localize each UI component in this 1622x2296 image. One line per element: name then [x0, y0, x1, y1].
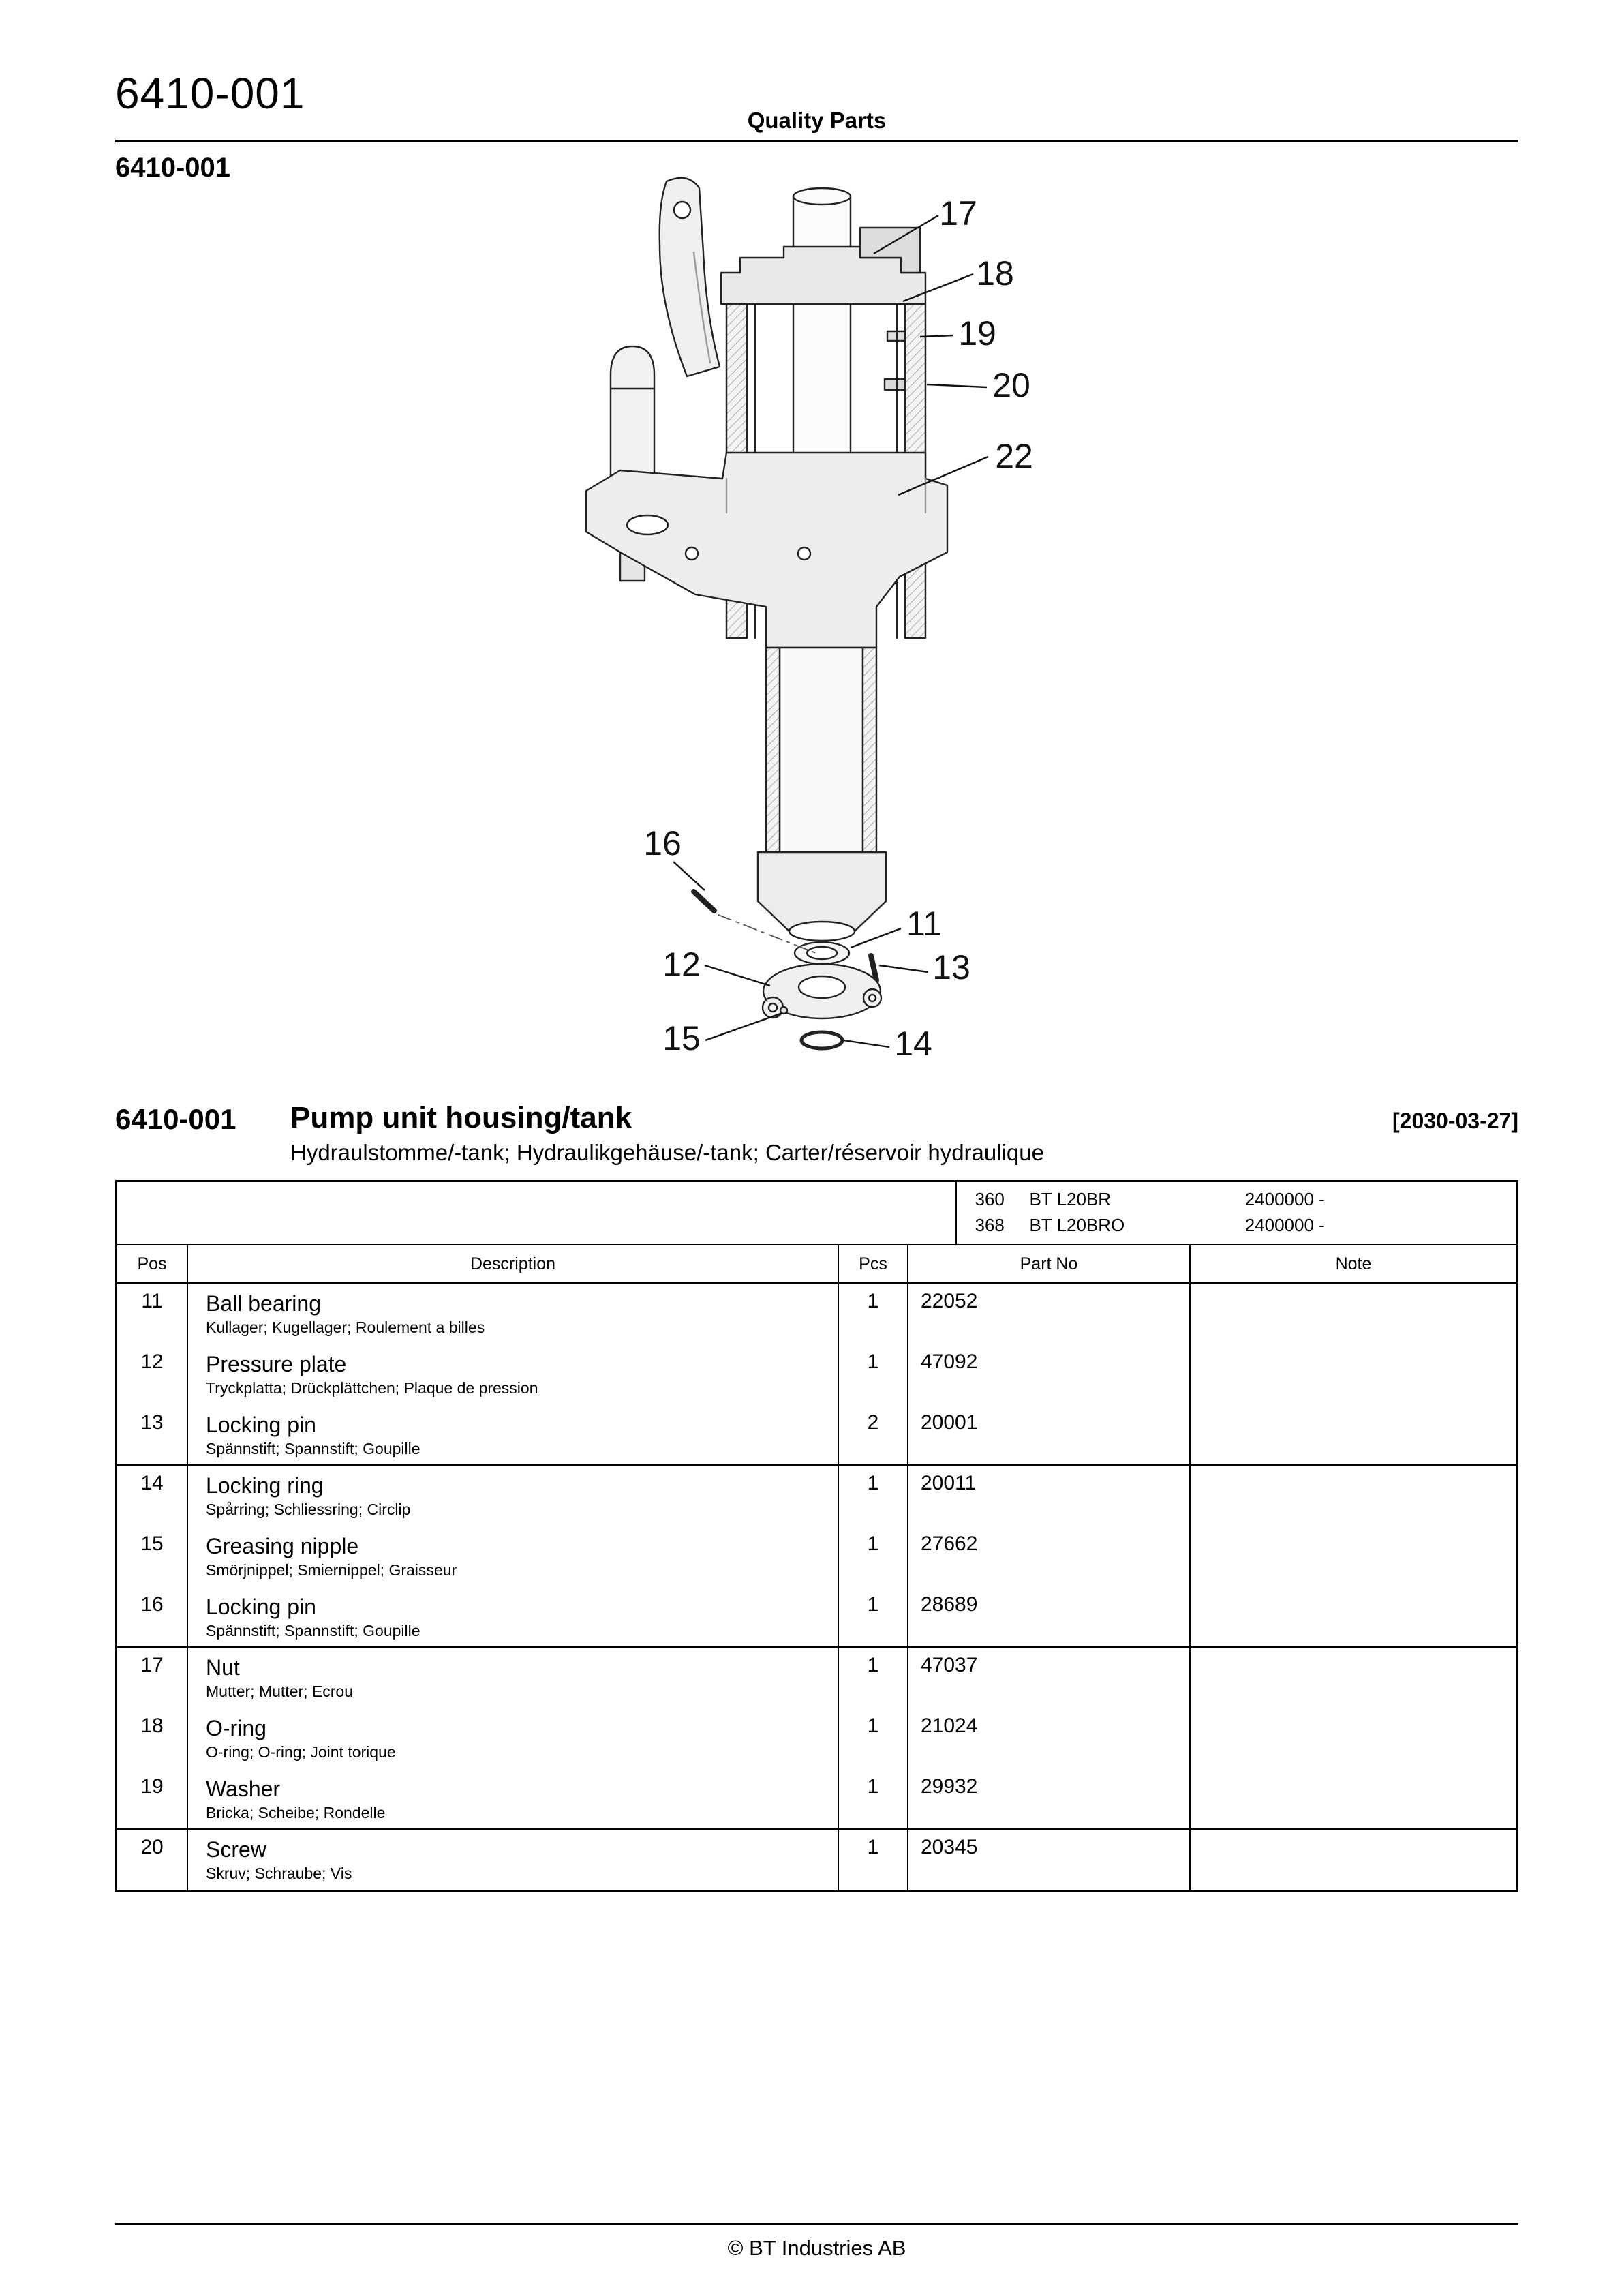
callout-16: 16 — [643, 824, 682, 862]
table-row — [117, 1466, 1516, 1526]
callout-11: 11 — [906, 905, 942, 943]
part-number: 28689 — [907, 1587, 1189, 1646]
housing-body — [586, 453, 947, 648]
part-description: O-ring — [206, 1716, 266, 1740]
header-pos: Pos — [137, 1254, 167, 1273]
part-pcs: 2 — [838, 1405, 907, 1464]
section-number: 6410-001 — [115, 1103, 236, 1135]
part-note — [1189, 1708, 1516, 1769]
table-row — [117, 1284, 1516, 1344]
part-description: Greasing nipple — [206, 1534, 359, 1558]
part-number: 29932 — [907, 1769, 1189, 1828]
part-pos: 17 — [140, 1654, 164, 1676]
part-translations: Bricka; Scheibe; Rondelle — [206, 1804, 386, 1822]
part-description: Locking pin — [206, 1595, 316, 1619]
ball-bearing-part — [795, 942, 849, 964]
models-box — [117, 1182, 1516, 1245]
bottom-housing — [758, 852, 886, 941]
lower-tube — [766, 648, 876, 852]
part-description: Washer — [206, 1777, 281, 1801]
part-description: Screw — [206, 1837, 266, 1862]
table-header-row — [117, 1245, 1516, 1284]
part-translations: Tryckplatta; Drückplättchen; Plaque de pression — [206, 1379, 538, 1397]
part-note — [1189, 1648, 1516, 1708]
section-title: Pump unit housing/tank — [290, 1101, 632, 1134]
header-note: Note — [1189, 1245, 1516, 1282]
header-title: Quality Parts — [747, 108, 887, 133]
part-description: Ball bearing — [206, 1291, 321, 1316]
locking-pin16-part — [694, 892, 714, 911]
part-number: 20011 — [907, 1466, 1189, 1526]
model-code: 360 — [975, 1189, 1005, 1209]
part-note — [1189, 1769, 1516, 1828]
part-pos: 12 — [140, 1350, 164, 1373]
part-pcs: 1 — [838, 1284, 907, 1344]
part-pcs: 1 — [838, 1466, 907, 1526]
part-pos: 18 — [140, 1715, 164, 1737]
drawing-parts — [586, 178, 947, 1048]
model-row — [117, 1215, 1516, 1238]
part-description: Nut — [206, 1655, 240, 1680]
part-note — [1189, 1284, 1516, 1344]
part-pcs: 1 — [838, 1708, 907, 1769]
table-row — [117, 1769, 1516, 1830]
table-row — [117, 1830, 1516, 1890]
part-translations: Spännstift; Spannstift; Goupille — [206, 1440, 420, 1457]
table-row — [117, 1526, 1516, 1587]
part-pos: 14 — [140, 1472, 164, 1494]
part-number: 20001 — [907, 1405, 1189, 1464]
footer-rule — [115, 2223, 1518, 2225]
pump-unit-drawing — [579, 170, 1124, 1084]
part-pos: 20 — [140, 1836, 164, 1858]
part-description: Locking ring — [206, 1473, 324, 1498]
part-description-cell — [187, 1769, 838, 1828]
part-translations: Mutter; Mutter; Ecrou — [206, 1682, 354, 1700]
pressure-plate-part — [763, 964, 881, 1018]
part-translations: O-ring; O-ring; Joint torique — [206, 1743, 396, 1761]
callout-15: 15 — [662, 1019, 701, 1057]
table-row — [117, 1648, 1516, 1708]
part-pos: 13 — [140, 1411, 164, 1434]
part-number: 47092 — [907, 1344, 1189, 1405]
section-subtitle: Hydraulstomme/-tank; Hydraulikgehäuse/-tank; Carter/réservoir hydraulique — [290, 1140, 1044, 1165]
part-description-cell — [187, 1526, 838, 1587]
callout-20: 20 — [992, 366, 1030, 404]
model-row — [117, 1189, 1516, 1212]
table-row — [117, 1587, 1516, 1648]
lever-arm — [660, 178, 720, 376]
part-note — [1189, 1466, 1516, 1526]
part-description: Pressure plate — [206, 1352, 347, 1376]
part-pcs: 1 — [838, 1830, 907, 1890]
part-pcs: 1 — [838, 1344, 907, 1405]
footer-text: © BT Industries AB — [727, 2236, 906, 2260]
parts-table-body — [117, 1284, 1516, 1890]
part-pos: 11 — [141, 1290, 163, 1312]
part-description-cell — [187, 1284, 838, 1344]
part-pos: 19 — [140, 1775, 164, 1798]
part-number: 27662 — [907, 1526, 1189, 1587]
part-description-cell — [187, 1344, 838, 1405]
part-note — [1189, 1587, 1516, 1646]
table-row — [117, 1405, 1516, 1466]
model-code: 368 — [975, 1215, 1005, 1235]
callout-22: 22 — [995, 437, 1033, 475]
part-pos: 16 — [140, 1593, 164, 1616]
callout-14: 14 — [894, 1025, 932, 1063]
part-number: 20345 — [907, 1830, 1189, 1890]
header-part-no: Part No — [907, 1245, 1189, 1282]
part-translations: Skruv; Schraube; Vis — [206, 1864, 352, 1882]
callout-13: 13 — [932, 948, 970, 986]
revision-date: [2030-03-27] — [1392, 1108, 1518, 1133]
part-description-cell — [187, 1830, 838, 1890]
part-description-cell — [187, 1648, 838, 1708]
table-row — [117, 1708, 1516, 1769]
part-note — [1189, 1405, 1516, 1464]
part-description-cell — [187, 1466, 838, 1526]
part-number: 21024 — [907, 1708, 1189, 1769]
locking-ring-part — [801, 1032, 842, 1048]
part-pcs: 1 — [838, 1587, 907, 1646]
header-description: Description — [187, 1245, 838, 1282]
callout-19: 19 — [958, 314, 996, 352]
part-description: Locking pin — [206, 1413, 316, 1437]
header-rule — [115, 140, 1518, 142]
part-number: 47037 — [907, 1648, 1189, 1708]
model-serial: 2400000 - — [1244, 1215, 1325, 1235]
part-note — [1189, 1526, 1516, 1587]
part-description-cell — [187, 1587, 838, 1646]
part-translations: Smörjnippel; Smiernippel; Graisseur — [206, 1561, 457, 1579]
part-translations: Spännstift; Spannstift; Goupille — [206, 1622, 420, 1640]
parts-table — [115, 1180, 1518, 1892]
doc-number: 6410-001 — [115, 69, 305, 118]
model-name: BT L20BR — [1029, 1189, 1112, 1209]
part-note — [1189, 1344, 1516, 1405]
part-pos: 15 — [140, 1532, 164, 1555]
part-pcs: 1 — [838, 1526, 907, 1587]
part-description-cell — [187, 1405, 838, 1464]
callout-17: 17 — [939, 194, 977, 232]
model-serial: 2400000 - — [1244, 1189, 1325, 1209]
table-row — [117, 1344, 1516, 1405]
doc-sub-number: 6410-001 — [115, 153, 231, 183]
part-pcs: 1 — [838, 1648, 907, 1708]
exploded-diagram — [579, 170, 1124, 1084]
header-pcs: Pcs — [838, 1245, 907, 1282]
part-note — [1189, 1830, 1516, 1890]
part-translations: Spårring; Schliessring; Circlip — [206, 1500, 411, 1518]
part-translations: Kullager; Kugellager; Roulement a billes — [206, 1318, 485, 1336]
part-description-cell — [187, 1708, 838, 1769]
model-name: BT L20BRO — [1029, 1215, 1125, 1235]
part-pcs: 1 — [838, 1769, 907, 1828]
part-number: 22052 — [907, 1284, 1189, 1344]
callout-18: 18 — [976, 254, 1014, 292]
callout-12: 12 — [662, 946, 701, 984]
